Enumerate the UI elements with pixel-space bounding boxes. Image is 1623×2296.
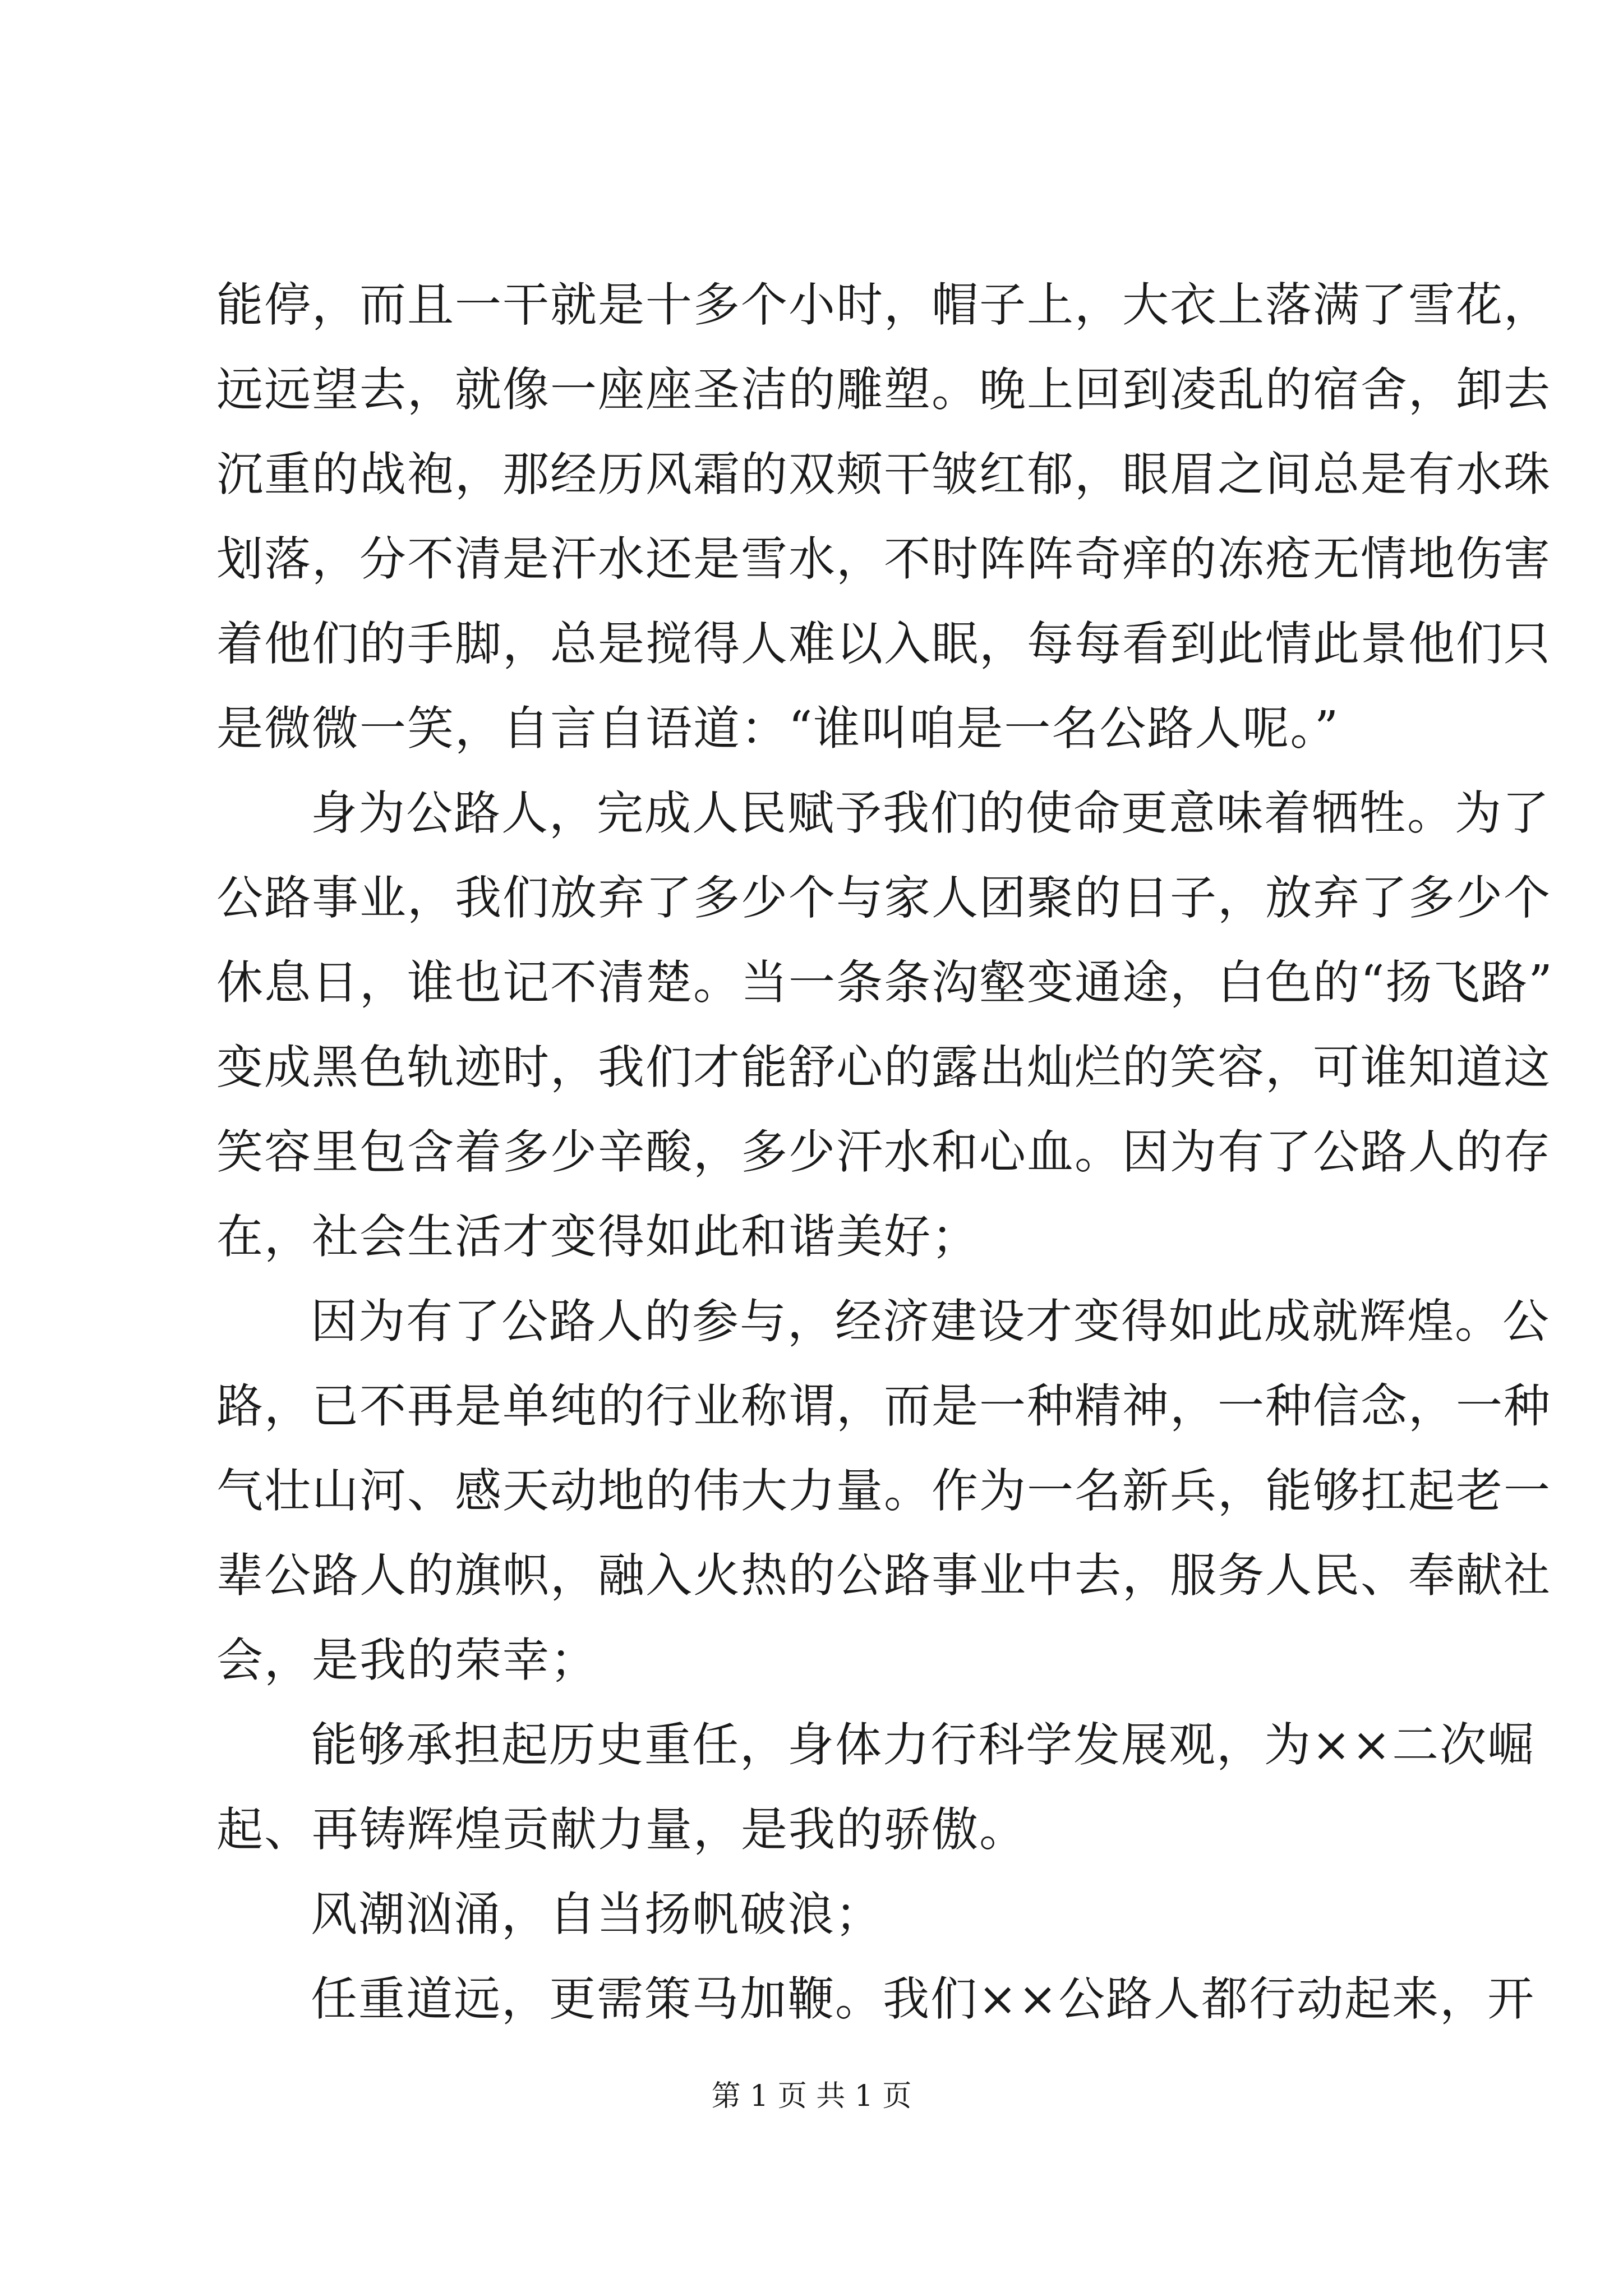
text-line: 因为有了公路人的参与，经济建设才变得如此成就辉煌。公: [311, 1294, 1550, 1349]
text-line: 着他们的手脚，总是搅得人难以入眠，每每看到此情此景他们只: [216, 616, 1551, 671]
text-line: 路，已不再是单纯的行业称谓，而是一种精神，一种信念，一种: [216, 1379, 1551, 1433]
text-line: 风潮汹涌，自当扬帆破浪；: [311, 1887, 883, 1941]
page-number-label: 第 1 页 共 1 页: [711, 2079, 912, 2113]
text-line: 任重道远，更需策马加鞭。我们××公路人都行动起来，开: [311, 1972, 1536, 2026]
text-line: 能够承担起历史重任，身体力行科学发展观，为××二次崛: [311, 1718, 1536, 1772]
text-line: 划落，分不清是汗水还是雪水，不时阵阵奇痒的冻疮无情地伤害: [216, 532, 1551, 586]
text-line: 身为公路人，完成人民赋予我们的使命更意味着牺牲。为了: [311, 786, 1550, 840]
text-line: 休息日，谁也记不清楚。当一条条沟壑变通途，白色的“扬飞路”: [216, 955, 1553, 1010]
body-text: [216, 263, 1553, 2041]
text-line: 沉重的战袍，那经历风霜的双颊干皱红郁，眼眉之间总是有水珠: [216, 447, 1551, 501]
text-line: 能停，而且一干就是十多个小时，帽子上，大衣上落满了雪花，: [216, 278, 1551, 332]
text-line: 会，是我的荣幸；: [216, 1633, 598, 1687]
text-line: 远远望去，就像一座座圣洁的雕塑。晚上回到凌乱的宿舍，卸去: [216, 362, 1551, 417]
text-line: 是微微一笑，自言自语道：“谁叫咱是一名公路人呢。”: [216, 701, 1340, 756]
text-line: 气壮山河、感天动地的伟大力量。作为一名新兵，能够扛起老一: [216, 1464, 1551, 1518]
text-line: 公路事业，我们放弃了多少个与家人团聚的日子，放弃了多少个: [216, 871, 1551, 925]
text-line: 起、再铸辉煌贡献力量，是我的骄傲。: [216, 1802, 1027, 1857]
page-footer: [0, 2077, 1623, 2116]
text-line: 变成黑色轨迹时，我们才能舒心的露出灿烂的笑容，可谁知道这: [216, 1040, 1551, 1094]
text-line: 辈公路人的旗帜，融入火热的公路事业中去，服务人民、奉献社: [216, 1548, 1551, 1603]
text-line: 在，社会生活才变得如此和谐美好；: [216, 1209, 979, 1264]
text-line: 笑容里包含着多少辛酸，多少汗水和心血。因为有了公路人的存: [216, 1125, 1551, 1179]
